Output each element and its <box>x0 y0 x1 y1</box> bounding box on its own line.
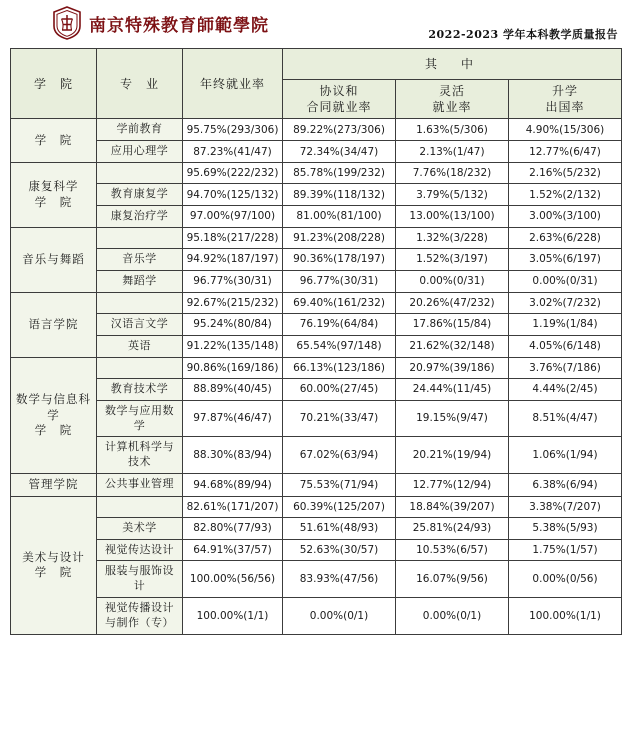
cell-major: 应用心理学 <box>97 141 183 163</box>
cell-further-study-rate: 6.38%(6/94) <box>509 474 622 497</box>
cell-further-study-rate: 2.16%(5/232) <box>509 163 622 184</box>
cell-contract-rate: 67.02%(63/94) <box>283 437 396 474</box>
cell-contract-rate: 91.23%(208/228) <box>283 227 396 248</box>
cell-year-end-rate: 94.70%(125/132) <box>183 184 283 206</box>
cell-contract-rate: 90.36%(178/197) <box>283 249 396 271</box>
cell-contract-rate: 81.00%(81/100) <box>283 206 396 228</box>
cell-flexible-rate: 25.81%(24/93) <box>396 517 509 539</box>
cell-contract-rate: 72.34%(34/47) <box>283 141 396 163</box>
cell-flexible-rate: 24.44%(11/45) <box>396 378 509 400</box>
cell-flexible-rate: 1.52%(3/197) <box>396 249 509 271</box>
cell-further-study-rate: 8.51%(4/47) <box>509 400 622 437</box>
table-row <box>11 400 622 437</box>
cell-flexible-rate: 1.32%(3/228) <box>396 227 509 248</box>
cell-further-study-rate: 1.75%(1/57) <box>509 539 622 561</box>
table-row <box>11 474 622 497</box>
cell-college <box>11 163 97 228</box>
cell-further-study-rate: 5.38%(5/93) <box>509 517 622 539</box>
cell-contract-rate: 52.63%(30/57) <box>283 539 396 561</box>
university-seal-icon <box>52 6 82 40</box>
cell-contract-rate: 89.22%(273/306) <box>283 119 396 141</box>
table-row <box>11 598 622 635</box>
cell-flexible-rate: 20.97%(39/186) <box>396 357 509 378</box>
cell-contract-rate: 85.78%(199/232) <box>283 163 396 184</box>
cell-major <box>97 437 183 474</box>
cell-year-end-rate: 97.87%(46/47) <box>183 400 283 437</box>
cell-further-study-rate: 3.05%(6/197) <box>509 249 622 271</box>
cell-major: 教育技术学 <box>97 378 183 400</box>
cell-flexible-rate: 19.15%(9/47) <box>396 400 509 437</box>
cell-flexible-rate: 7.76%(18/232) <box>396 163 509 184</box>
cell-major <box>97 227 183 248</box>
cell-major <box>97 598 183 635</box>
cell-further-study-rate: 2.63%(6/228) <box>509 227 622 248</box>
cell-contract-rate: 96.77%(30/31) <box>283 270 396 292</box>
cell-major-line1: 数学与应用数 <box>105 403 174 417</box>
cell-major <box>97 292 183 313</box>
cell-further-study-rate: 1.52%(2/132) <box>509 184 622 206</box>
cell-flexible-rate: 1.63%(5/306) <box>396 119 509 141</box>
table-row <box>11 206 622 228</box>
cell-college: 管理学院 <box>11 474 97 497</box>
table-row <box>11 496 622 517</box>
col-header-flexible-rate-line1: 灵活 <box>438 84 465 98</box>
table-row <box>11 437 622 474</box>
cell-contract-rate: 76.19%(64/84) <box>283 313 396 335</box>
cell-college: 语言学院 <box>11 292 97 357</box>
cell-major-line1: 服装与服饰设 <box>105 564 174 578</box>
table-row <box>11 270 622 292</box>
cell-flexible-rate: 0.00%(0/31) <box>396 270 509 292</box>
cell-college: 音乐与舞蹈 <box>11 227 97 292</box>
cell-year-end-rate: 92.67%(215/232) <box>183 292 283 313</box>
cell-year-end-rate: 95.69%(222/232) <box>183 163 283 184</box>
cell-major: 公共事业管理 <box>97 474 183 497</box>
cell-flexible-rate: 20.26%(47/232) <box>396 292 509 313</box>
table-row <box>11 184 622 206</box>
cell-further-study-rate: 4.90%(15/306) <box>509 119 622 141</box>
cell-contract-rate: 75.53%(71/94) <box>283 474 396 497</box>
cell-college-line2: 学 院 <box>34 194 73 209</box>
table-row <box>11 335 622 357</box>
cell-major <box>97 561 183 598</box>
cell-college-line1: 数学与信息科学 <box>16 392 91 422</box>
cell-further-study-rate: 100.00%(1/1) <box>509 598 622 635</box>
cell-major-line2: 计 <box>133 579 146 593</box>
cell-major-line1: 视觉传播设计 <box>105 601 174 615</box>
cell-flexible-rate: 10.53%(6/57) <box>396 539 509 561</box>
cell-further-study-rate: 0.00%(0/31) <box>509 270 622 292</box>
cell-contract-rate: 70.21%(33/47) <box>283 400 396 437</box>
table-row <box>11 539 622 561</box>
report-title: 2022-2023 学年本科教学质量报告 <box>428 28 618 41</box>
cell-college <box>11 357 97 473</box>
col-header-further-study-rate <box>509 80 622 119</box>
cell-contract-rate: 66.13%(123/186) <box>283 357 396 378</box>
cell-year-end-rate: 82.80%(77/93) <box>183 517 283 539</box>
cell-year-end-rate: 100.00%(1/1) <box>183 598 283 635</box>
col-header-flexible-rate-line2: 就业率 <box>432 100 472 115</box>
cell-contract-rate: 89.39%(118/132) <box>283 184 396 206</box>
col-header-group-among: 其 中 <box>283 49 622 80</box>
cell-further-study-rate: 1.06%(1/94) <box>509 437 622 474</box>
table-row <box>11 313 622 335</box>
cell-college <box>11 496 97 634</box>
cell-contract-rate: 60.00%(27/45) <box>283 378 396 400</box>
cell-further-study-rate: 3.02%(7/232) <box>509 292 622 313</box>
table-row <box>11 119 622 141</box>
cell-college: 学 院 <box>11 119 97 163</box>
cell-flexible-rate: 13.00%(13/100) <box>396 206 509 228</box>
cell-further-study-rate: 4.05%(6/148) <box>509 335 622 357</box>
cell-major <box>97 357 183 378</box>
cell-major: 汉语言文学 <box>97 313 183 335</box>
cell-major-line2: 与制作（专） <box>105 615 174 629</box>
col-header-further-study-rate-line2: 出国率 <box>545 100 585 115</box>
cell-flexible-rate: 2.13%(1/47) <box>396 141 509 163</box>
cell-college-line1: 康复科学 <box>28 179 79 194</box>
document-header <box>0 0 632 48</box>
cell-contract-rate: 0.00%(0/1) <box>283 598 396 635</box>
cell-year-end-rate: 90.86%(169/186) <box>183 357 283 378</box>
table-row <box>11 227 622 248</box>
table-row <box>11 378 622 400</box>
cell-further-study-rate: 3.38%(7/207) <box>509 496 622 517</box>
col-header-contract-rate-line2: 合同就业率 <box>306 100 372 115</box>
cell-major <box>97 496 183 517</box>
cell-further-study-rate: 12.77%(6/47) <box>509 141 622 163</box>
cell-major: 学前教育 <box>97 119 183 141</box>
university-brand <box>52 6 269 40</box>
cell-major: 音乐学 <box>97 249 183 271</box>
cell-year-end-rate: 91.22%(135/148) <box>183 335 283 357</box>
cell-major-line2: 技术 <box>128 455 151 469</box>
cell-college-line2: 学 院 <box>34 565 73 580</box>
cell-year-end-rate: 95.24%(80/84) <box>183 313 283 335</box>
cell-major-line2: 学 <box>133 418 146 432</box>
col-header-year-end-rate: 年终就业率 <box>183 49 283 119</box>
table-row <box>11 561 622 598</box>
col-header-college: 学 院 <box>11 49 97 119</box>
cell-contract-rate: 65.54%(97/148) <box>283 335 396 357</box>
cell-contract-rate: 69.40%(161/232) <box>283 292 396 313</box>
cell-year-end-rate: 64.91%(37/57) <box>183 539 283 561</box>
cell-year-end-rate: 97.00%(97/100) <box>183 206 283 228</box>
cell-flexible-rate: 17.86%(15/84) <box>396 313 509 335</box>
cell-year-end-rate: 88.89%(40/45) <box>183 378 283 400</box>
cell-year-end-rate: 95.75%(293/306) <box>183 119 283 141</box>
table-row <box>11 163 622 184</box>
table-row <box>11 249 622 271</box>
col-header-flexible-rate <box>396 80 509 119</box>
table-header-row-1 <box>11 49 622 80</box>
cell-further-study-rate: 3.00%(3/100) <box>509 206 622 228</box>
cell-college-line1: 美术与设计 <box>22 549 85 564</box>
cell-year-end-rate: 82.61%(171/207) <box>183 496 283 517</box>
cell-further-study-rate: 1.19%(1/84) <box>509 313 622 335</box>
col-header-major: 专 业 <box>97 49 183 119</box>
cell-major <box>97 400 183 437</box>
cell-major-line1: 计算机科学与 <box>105 440 174 454</box>
cell-contract-rate: 60.39%(125/207) <box>283 496 396 517</box>
cell-year-end-rate: 87.23%(41/47) <box>183 141 283 163</box>
cell-major: 美术学 <box>97 517 183 539</box>
university-name: 南京特殊教育師範學院 <box>89 15 269 36</box>
cell-year-end-rate: 100.00%(56/56) <box>183 561 283 598</box>
table-row <box>11 517 622 539</box>
cell-flexible-rate: 21.62%(32/148) <box>396 335 509 357</box>
table-row <box>11 357 622 378</box>
cell-flexible-rate: 18.84%(39/207) <box>396 496 509 517</box>
col-header-further-study-rate-line1: 升学 <box>551 84 578 98</box>
col-header-contract-rate <box>283 80 396 119</box>
cell-major: 英语 <box>97 335 183 357</box>
cell-contract-rate: 51.61%(48/93) <box>283 517 396 539</box>
cell-flexible-rate: 12.77%(12/94) <box>396 474 509 497</box>
cell-further-study-rate: 3.76%(7/186) <box>509 357 622 378</box>
table-row <box>11 292 622 313</box>
cell-major: 视觉传达设计 <box>97 539 183 561</box>
cell-flexible-rate: 0.00%(0/1) <box>396 598 509 635</box>
cell-year-end-rate: 94.68%(89/94) <box>183 474 283 497</box>
cell-major: 教育康复学 <box>97 184 183 206</box>
cell-flexible-rate: 3.79%(5/132) <box>396 184 509 206</box>
employment-rate-table <box>10 48 622 635</box>
cell-contract-rate: 83.93%(47/56) <box>283 561 396 598</box>
cell-major <box>97 163 183 184</box>
cell-major: 舞蹈学 <box>97 270 183 292</box>
cell-flexible-rate: 20.21%(19/94) <box>396 437 509 474</box>
cell-major: 康复治疗学 <box>97 206 183 228</box>
cell-further-study-rate: 4.44%(2/45) <box>509 378 622 400</box>
cell-year-end-rate: 95.18%(217/228) <box>183 227 283 248</box>
cell-year-end-rate: 94.92%(187/197) <box>183 249 283 271</box>
cell-college-line2: 学 院 <box>34 423 73 438</box>
col-header-contract-rate-line1: 协议和 <box>319 84 359 98</box>
cell-flexible-rate: 16.07%(9/56) <box>396 561 509 598</box>
table-row <box>11 141 622 163</box>
cell-year-end-rate: 88.30%(83/94) <box>183 437 283 474</box>
cell-further-study-rate: 0.00%(0/56) <box>509 561 622 598</box>
cell-year-end-rate: 96.77%(30/31) <box>183 270 283 292</box>
